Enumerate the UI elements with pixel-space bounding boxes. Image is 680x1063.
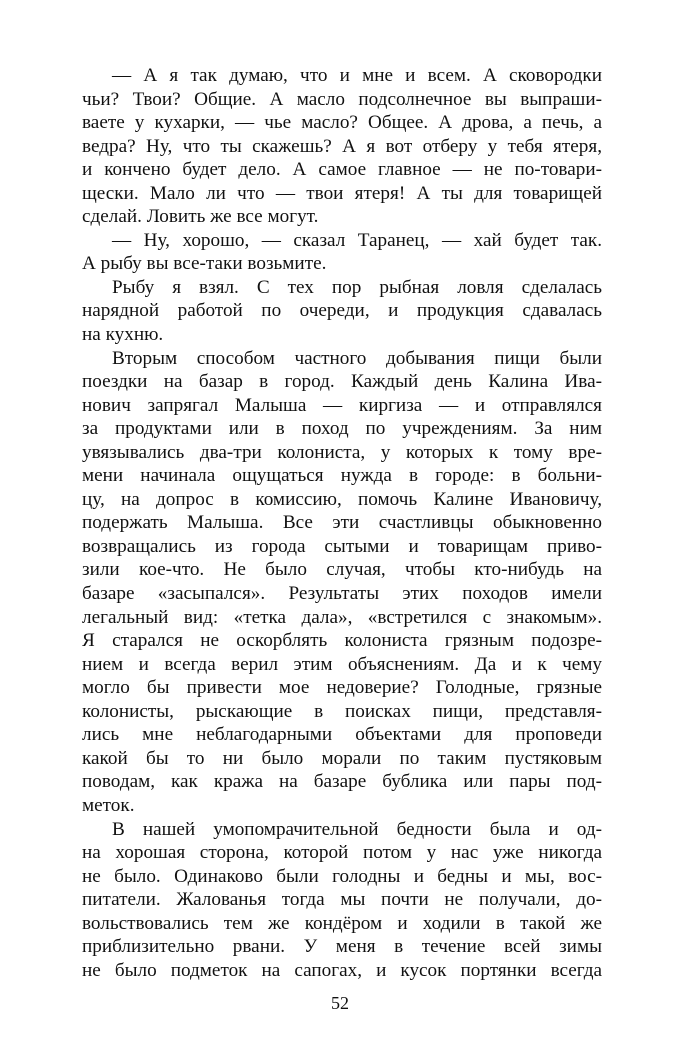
text-line: сделай. Ловить же все могут. (82, 206, 319, 228)
text-line: Я старался не оскорблять колониста грязным подозре- (82, 630, 602, 652)
text-line: поездки на базар в город. Каждый день Калина Ива- (82, 371, 602, 393)
text-line: на хорошая сторона, которой потом у нас уже никогда (82, 842, 602, 864)
text-line: не было. Одинаково были голодны и бедны и мы, вос- (82, 865, 602, 887)
text-line: питатели. Жалованья тогда мы почти не получали, до- (82, 889, 602, 911)
text-line: возвращались из города сытыми и товарищам приво- (82, 535, 602, 557)
text-line: щески. Мало ли что — твои ятеря! А ты для товарищей (82, 182, 602, 204)
text-line: и кончено будет дело. А самое главное — не по-товари- (82, 159, 602, 181)
text-line: на кухню. (82, 324, 164, 346)
text-line: — А я так думаю, что и мне и всем. А сковородки (112, 65, 602, 86)
text-line: ваете у кухарки, — чье масло? Общее. А дрова, а печь, а (82, 112, 602, 134)
text-line: мени начинала ощущаться нужда в городе: в больни- (82, 465, 602, 487)
text-line: Вторым способом частного добывания пищи были (112, 347, 602, 369)
text-line: нарядной работой по очереди, и продукция сдавалась (82, 300, 602, 322)
text-line: — Ну, хорошо, — сказал Таранец, — хай будет так. (112, 229, 602, 251)
text-line: вольствовались тем же кондёром и ходили в такой же (82, 912, 602, 934)
text-line: меток. (82, 794, 135, 816)
text-line: базаре «засыпался». Результаты этих походов имели (82, 583, 602, 605)
text-line: приблизительно рвани. У меня в течение всей зимы (82, 936, 602, 958)
text-line: колонисты, рыскающие в поисках пищи, представля- (82, 700, 602, 722)
text-line: какой бы то ни было морали по таким пустяковым (82, 747, 602, 769)
text-line: лись мне неблагодарными объектами для проповеди (82, 724, 602, 746)
text-line: ведра? Ну, что ты скажешь? А я вот отберу у тебя ятеря, (82, 135, 602, 157)
text-line: не было подметок на сапогах, и кусок портянки всегда (82, 959, 602, 981)
book-page-text (82, 64, 602, 982)
text-line: могло бы привести мое недоверие? Голодные, грязные (82, 677, 602, 699)
text-line: В нашей умопомрачительной бедности была и од- (112, 818, 602, 840)
text-line: за продуктами или в поход по учреждениям. За ним (82, 418, 602, 440)
text-line: нович запрягал Малыша — киргиза — и отправлялся (82, 394, 602, 416)
text-line: чьи? Твои? Общие. А масло подсолнечное вы выпраши- (82, 88, 602, 110)
text-line: Рыбу я взял. С тех пор рыбная ловля сделалась (112, 276, 602, 298)
text-line: легальный вид: «тетка дала», «встретился с знакомым». (82, 606, 602, 628)
text-line: подержать Малыша. Все эти счастливцы обыкновенно (82, 512, 602, 534)
text-line: нием и всегда верил этим объяснениям. Да и к чему (82, 653, 602, 675)
text-line: зили кое-что. Не было случая, чтобы кто-нибудь на (82, 559, 602, 581)
text-line: А рыбу вы все-таки возьмите. (82, 253, 327, 275)
text-line: цу, на допрос в комиссию, помочь Калине Ивановичу, (82, 488, 602, 510)
text-line: поводам, как кража на базаре бублика или пары под- (82, 771, 602, 793)
page-number: 52 (331, 993, 349, 1013)
text-line: увязывались два-три колониста, у которых к тому вре- (82, 441, 602, 463)
